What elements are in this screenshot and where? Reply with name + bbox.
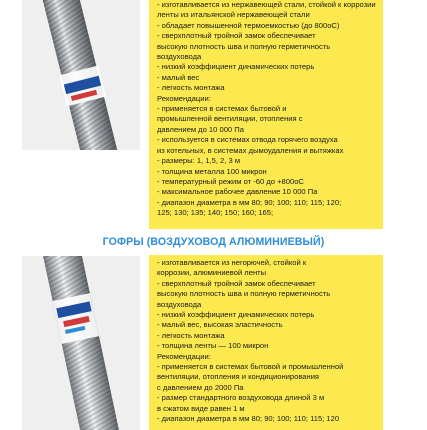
spec-line: - сверхплотный тройной замок обеспечивает (157, 278, 316, 288)
spec-line: - сверхплотный тройной замок обеспечивает (157, 31, 316, 41)
spec-line: - используется в системах отвода горячего воздуха (157, 135, 338, 145)
spec-line: Рекомендации: (157, 93, 211, 103)
spec-line: в сжатом виде равен 1 м (157, 403, 245, 413)
spec-line: ленты из итальянской нержавеющей стали (157, 10, 310, 20)
spec-line: - применяется в системах бытовой и промышленной (157, 362, 344, 372)
aluminium-duct-heading: ГОФРЫ (ВОЗДУХОВОД АЛЮМИНИЕВЫЙ) (102, 236, 325, 248)
spec-line: давлением до 10 000 Па (157, 124, 244, 134)
spec-line: - размеры: 1, 1,5, 2, 3 м (157, 156, 241, 166)
spec-line: высокую плотность шва и полную герметичность (157, 41, 331, 51)
spec-line: - изготавливается из нержавеющей стали, стойкой к коррозии (157, 0, 376, 9)
spec-line: из котельных, в системах дымоудаления и вытяжках (157, 145, 344, 155)
spec-line: - легкость монтажа (157, 330, 225, 340)
spec-line: воздуховода (157, 52, 202, 62)
spec-line: промышленной вентиляции, отопления с (157, 114, 303, 124)
spec-line: - размер стандартного воздуховода длиной 3 м (157, 393, 325, 403)
spec-line: вентиляции, отопления и кондиционирования (157, 372, 320, 382)
spec-line: - изготавливается из негорючей, стойкой к (157, 258, 307, 267)
spec-line: - максимальное рабочее давление 10 000 Па (157, 187, 318, 197)
spec-line: - обладает повышенной термоемкостью (до 800оС) (157, 20, 340, 30)
spec-line: коррозии, алюминиевой ленты (157, 268, 267, 278)
spec-line: высокую плотность шва и полную герметичность (157, 289, 331, 299)
spec-line: - толщина ленты — 100 микрон (157, 341, 269, 351)
spec-line: - низкий коэффициент динамических потерь (157, 62, 315, 72)
spec-line: воздуховода (157, 299, 202, 309)
spec-line: - толщина металла 100 микрон (157, 166, 267, 176)
spec-line: - малый вес (157, 72, 200, 82)
aluminium-duct-specs-panel (149, 255, 383, 430)
spec-line: 125; 130; 135; 140; 150; 160; 165; (157, 208, 274, 218)
spec-line: - низкий коэффициент динамических потерь (157, 310, 315, 320)
spec-line: с давлением до 2000 Па (157, 382, 244, 392)
spec-line: - легкость монтажа (157, 83, 225, 93)
spec-line: - малый вес, высокая эластичность (157, 320, 283, 330)
spec-line: Рекомендации: (157, 351, 211, 361)
spec-line: - температурный режим от -60 до +800оС (157, 176, 304, 186)
aluminium-duct-photo (22, 256, 140, 430)
stainless-duct-specs-panel (149, 0, 383, 229)
spec-line: - применяется в системах бытовой и (157, 104, 287, 114)
stainless-duct-photo (22, 0, 140, 150)
aluminium-duct-specs-list (149, 258, 383, 425)
stainless-duct-specs-list (149, 0, 383, 219)
spec-line: - диапазон диаметра в мм 80; 90; 100; 110; 115; 120 (157, 414, 340, 424)
spec-line: - диапазон диаметра в мм 80; 90; 100; 110; 115; 120; (157, 197, 342, 207)
